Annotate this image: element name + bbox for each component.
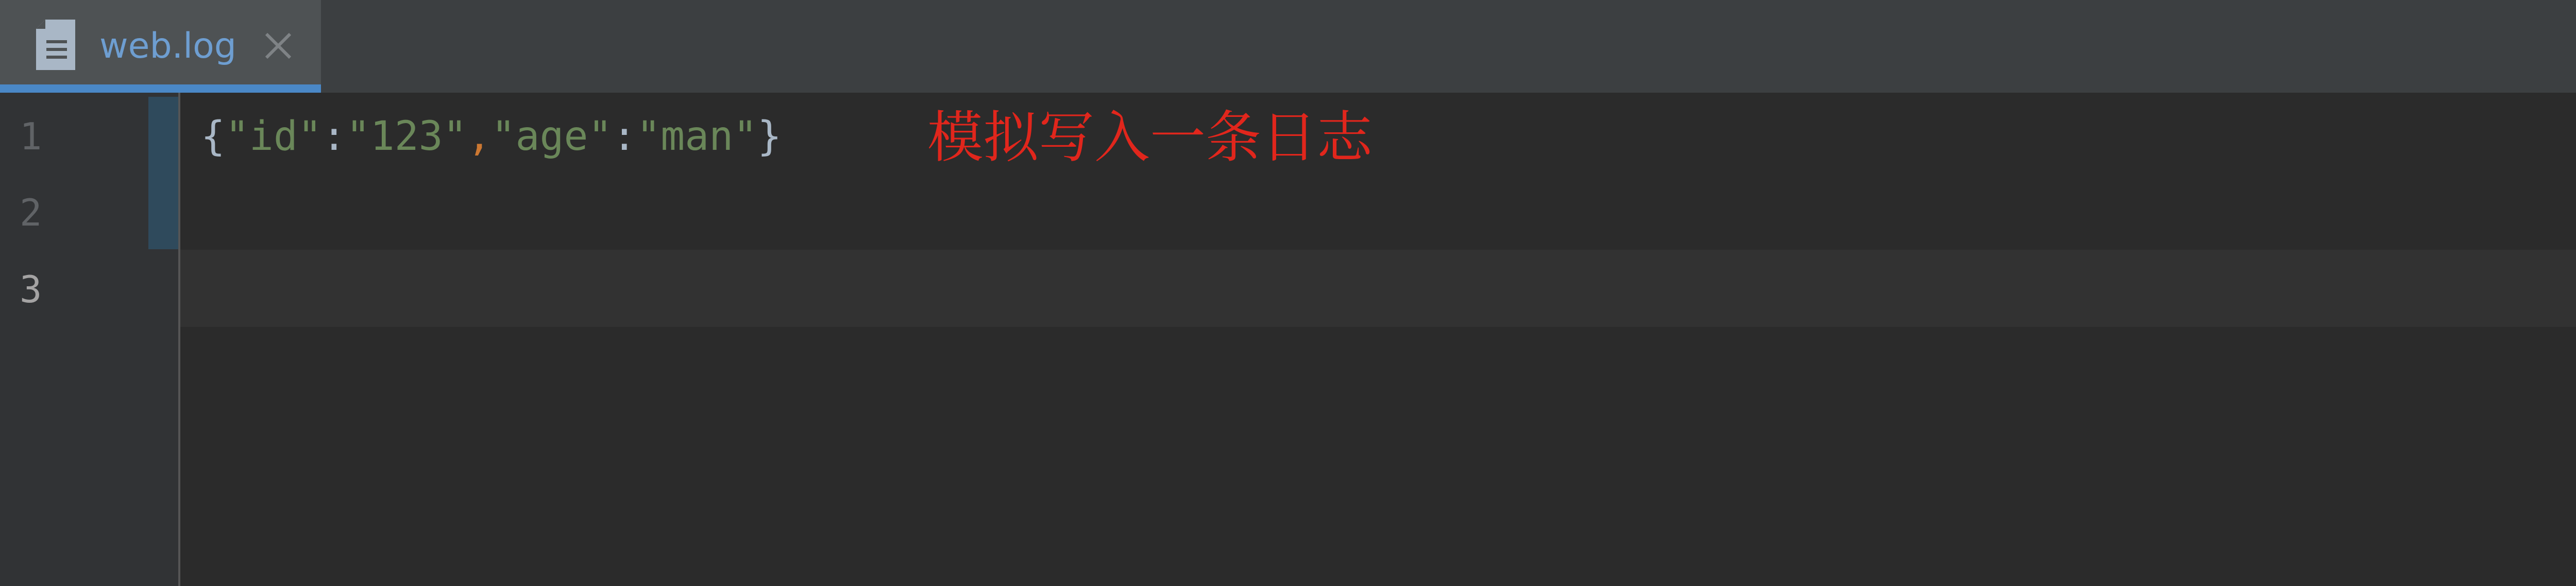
json-value-age: "man" [636,113,758,160]
line-number-3: 3 [20,268,42,311]
change-marker[interactable] [148,97,178,249]
close-brace: } [757,113,782,160]
active-tab-indicator [0,84,321,93]
code-line-1[interactable] [201,98,782,175]
file-icon [36,20,75,70]
colon: : [612,113,637,160]
annotation-text: 模拟写入一条日志 [927,106,1373,170]
json-key-id: "id" [225,113,322,160]
colon: : [321,113,346,160]
json-key-age: "age" [491,113,613,160]
json-value-id: "123" [346,113,467,160]
close-icon[interactable] [260,25,296,66]
current-line-highlight [180,250,2576,327]
line-number-1: 1 [20,115,42,158]
open-brace: { [201,113,225,160]
tab-web-log[interactable] [0,0,321,93]
tab-label: web.log [99,26,236,66]
line-number-2: 2 [20,191,42,234]
gutter-divider [178,93,180,586]
comma: , [467,113,492,160]
tab-bar [0,0,2576,93]
